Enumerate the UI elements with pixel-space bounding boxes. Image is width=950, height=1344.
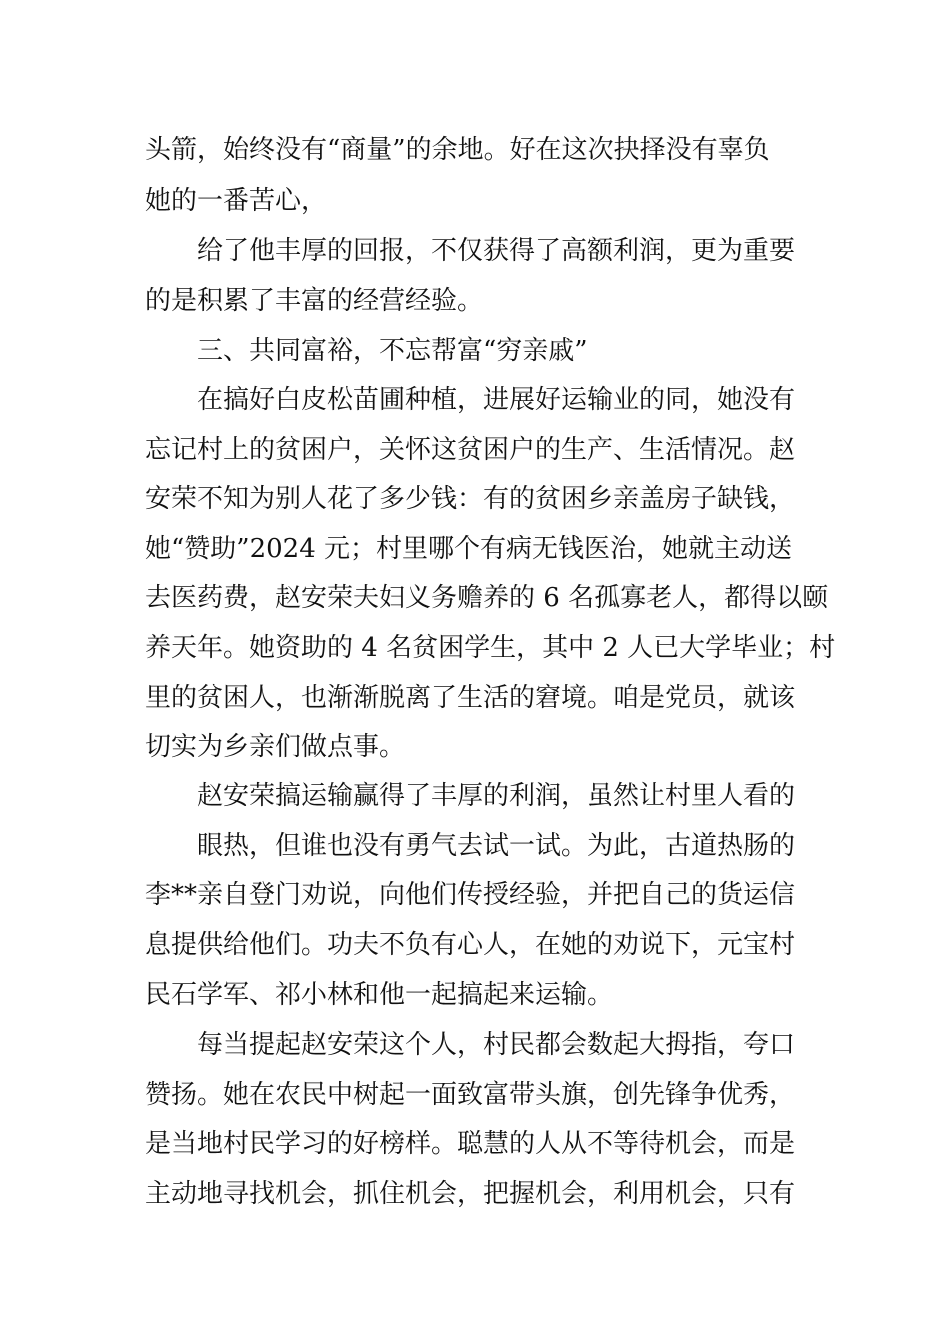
paragraph-line: 李**亲自登门劝说，向他们传授经验，并把自己的货运信 xyxy=(145,880,796,910)
paragraph-line: 息提供给他们。功夫不负有心人，在她的劝说下，元宝村 xyxy=(145,930,796,960)
paragraph-line: 是当地村民学习的好榜样。聪慧的人从不等待机会，而是 xyxy=(145,1129,796,1159)
paragraph-line: 主动地寻找机会，抓住机会，把握机会，利用机会，只有 xyxy=(145,1179,796,1209)
paragraph-line: 眼热，但谁也没有勇气去试一试。为此，古道热肠的 xyxy=(197,831,796,861)
paragraph-line: 赵安荣搞运输赢得了丰厚的利润，虽然让村里人看的 xyxy=(197,781,796,811)
paragraph-line: 忘记村上的贫困户，关怀这贫困户的生产、生活情况。赵 xyxy=(145,435,796,465)
paragraph-line: 切实为乡亲们做点事。 xyxy=(145,732,406,762)
paragraph-line: 里的贫困人，也渐渐脱离了生活的窘境。咱是党员，就该 xyxy=(145,683,796,713)
paragraph-line: 每当提起赵安荣这个人，村民都会数起大拇指，夸口 xyxy=(197,1030,796,1060)
paragraph-line: 在搞好白皮松苗圃种植，进展好运输业的同，她没有 xyxy=(197,385,796,415)
paragraph-line: 去医药费，赵安荣夫妇义务赡养的 6 名孤寡老人，都得以颐 xyxy=(145,583,829,613)
paragraph-line: 她“赞助”2024 元；村里哪个有病无钱医治，她就主动送 xyxy=(145,534,793,564)
paragraph-line: 她的一番苦心， xyxy=(145,186,328,216)
paragraph-line: 赞扬。她在农民中树起一面致富带头旗，创先锋争优秀， xyxy=(145,1080,796,1110)
paragraph-line: 民石学军、祁小林和他一起搞起来运输。 xyxy=(145,980,614,1010)
paragraph-line: 头箭，始终没有“商量”的余地。好在这次抉择没有辜负 xyxy=(145,135,770,165)
paragraph-line: 养天年。她资助的 4 名贫困学生，其中 2 人已大学毕业；村 xyxy=(145,633,836,663)
paragraph-line: 给了他丰厚的回报，不仅获得了高额利润，更为重要 xyxy=(197,236,796,266)
paragraph-line: 安荣不知为别人花了多少钱：有的贫困乡亲盖房子缺钱， xyxy=(145,484,796,514)
section-heading: 三、共同富裕，不忘帮富“穷亲戚” xyxy=(197,336,588,366)
paragraph-line: 的是积累了丰富的经营经验。 xyxy=(145,286,484,316)
